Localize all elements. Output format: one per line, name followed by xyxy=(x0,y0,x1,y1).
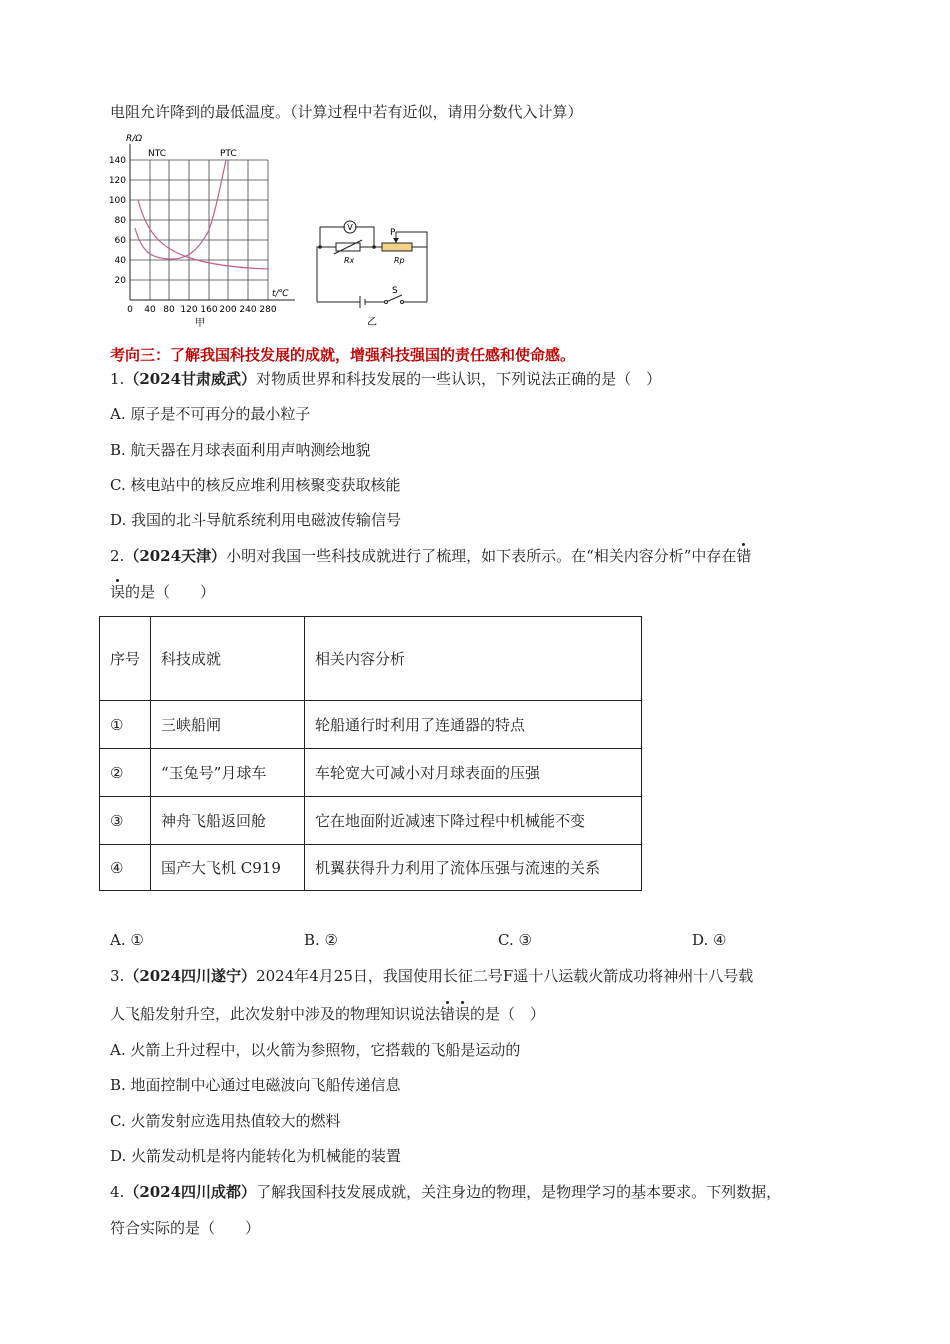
table-row xyxy=(100,845,642,891)
table-cell: ① xyxy=(100,701,151,749)
table-cell: 车轮宽大可减小对月球表面的压强 xyxy=(305,749,642,797)
achievements-table xyxy=(99,616,642,891)
svg-text:60: 60 xyxy=(114,236,126,246)
q2-option-c: C. ③ xyxy=(498,931,532,949)
ptc-label: PTC xyxy=(220,149,237,159)
q1-option-d: D. 我国的北斗导航系统利用电磁波传输信号 xyxy=(110,511,402,529)
y-tick-labels xyxy=(109,156,126,286)
q1-option-b: B. 航天器在月球表面利用声呐测绘地貌 xyxy=(110,441,371,459)
rx-label: Rx xyxy=(344,256,355,265)
ptc-curve xyxy=(135,160,226,259)
svg-text:0: 0 xyxy=(127,305,133,315)
q4-stem-line2: 符合实际的是（ ） xyxy=(110,1219,261,1237)
circuit-caption: 乙 xyxy=(367,317,377,328)
switch-label: S xyxy=(392,286,398,296)
svg-text:200: 200 xyxy=(219,305,237,315)
table-cell: 神舟飞船返回舱 xyxy=(151,797,305,845)
svg-text:80: 80 xyxy=(163,305,175,315)
table-cell: ② xyxy=(100,749,151,797)
rp-label: Rp xyxy=(394,256,405,265)
q3-stem-line2: 人飞船发射升空，此次发射中涉及的物理知识说法错误的是（ ） xyxy=(110,1005,546,1023)
table-cell: ④ xyxy=(100,845,151,891)
x-tick-labels xyxy=(127,305,277,315)
svg-text:120: 120 xyxy=(108,176,126,186)
svg-text:240: 240 xyxy=(239,305,257,315)
table-cell: 三峡船闸 xyxy=(151,701,305,749)
table-row xyxy=(100,701,642,749)
q2-stem-line1: 2.（2024天津）小明对我国一些科技成就进行了梳理，如下表所示。在“相关内容分析”中存在错 xyxy=(110,547,752,565)
q3-option-b: B. 地面控制中心通过电磁波向飞船传递信息 xyxy=(110,1076,401,1094)
intro-line: 电阻允许降到的最低温度。（计算过程中若有近似，请用分数代入计算） xyxy=(110,103,583,121)
q3-option-d: D. 火箭发动机是将内能转化为机械能的装置 xyxy=(110,1147,402,1165)
svg-text:40: 40 xyxy=(144,305,156,315)
ntc-label: NTC xyxy=(148,149,166,159)
q1-stem: 1.（2024甘肃威武）对物质世界和科技发展的一些认识，下列说法正确的是（ ） xyxy=(110,370,662,388)
table-cell: 它在地面附近减速下降过程中机械能不变 xyxy=(305,797,642,845)
q3-stem-line1: 3.（2024四川遂宁）2024年4月25日，我国使用长征二号F遥十八运载火箭成功将神州十八号载 xyxy=(110,967,754,985)
svg-text:100: 100 xyxy=(108,196,126,206)
table-cell: 机翼获得升力利用了流体压强与流速的关系 xyxy=(305,845,642,891)
svg-text:280: 280 xyxy=(259,305,277,315)
q3-option-c: C. 火箭发射应选用热值较大的燃料 xyxy=(110,1112,341,1130)
svg-text:80: 80 xyxy=(114,216,126,226)
q1-option-c: C. 核电站中的核反应堆利用核聚变获取核能 xyxy=(110,476,401,494)
section-heading: 考向三：了解我国科技发展的成就，增强科技强国的责任感和使命感。 xyxy=(110,346,576,364)
graph-caption: 甲 xyxy=(195,318,205,328)
svg-text:20: 20 xyxy=(114,276,126,286)
q4-stem-line1: 4.（2024四川成都）了解我国科技发展成就，关注身边的物理，是物理学习的基本要求。下列数据， xyxy=(110,1183,782,1201)
q2-option-d: D. ④ xyxy=(692,931,727,949)
table-row xyxy=(100,749,642,797)
x-axis-label: t/℃ xyxy=(272,289,289,299)
table-cell: 轮船通行时利用了连通器的特点 xyxy=(305,701,642,749)
svg-text:140: 140 xyxy=(108,156,126,166)
table-cell: ③ xyxy=(100,797,151,845)
y-axis-label: R/Ω xyxy=(126,134,143,144)
svg-text:40: 40 xyxy=(114,256,126,266)
q2-stem-line2: 误的是（ ） xyxy=(110,583,216,601)
ntc-curve xyxy=(138,200,268,269)
q2-option-a: A. ① xyxy=(110,931,144,949)
table-cell: 国产大飞机 C919 xyxy=(151,845,305,891)
q1-option-a: A. 原子是不可再分的最小粒子 xyxy=(110,405,311,423)
resistance-temperature-graph xyxy=(100,128,300,328)
header-cell: 序号 xyxy=(100,617,151,701)
slider-label: P xyxy=(390,228,396,238)
voltmeter-label: V xyxy=(347,223,353,232)
q2-option-b: B. ② xyxy=(304,931,339,949)
header-cell: 科技成就 xyxy=(151,617,305,701)
table-cell: “玉兔号”月球车 xyxy=(151,749,305,797)
header-cell: 相关内容分析 xyxy=(305,617,642,701)
circuit-diagram xyxy=(312,210,442,330)
svg-text:160: 160 xyxy=(200,305,218,315)
svg-text:120: 120 xyxy=(180,305,198,315)
table-row xyxy=(100,797,642,845)
q3-option-a: A. 火箭上升过程中，以火箭为参照物，它搭载的飞船是运动的 xyxy=(110,1041,521,1059)
table-header-row xyxy=(100,617,642,701)
